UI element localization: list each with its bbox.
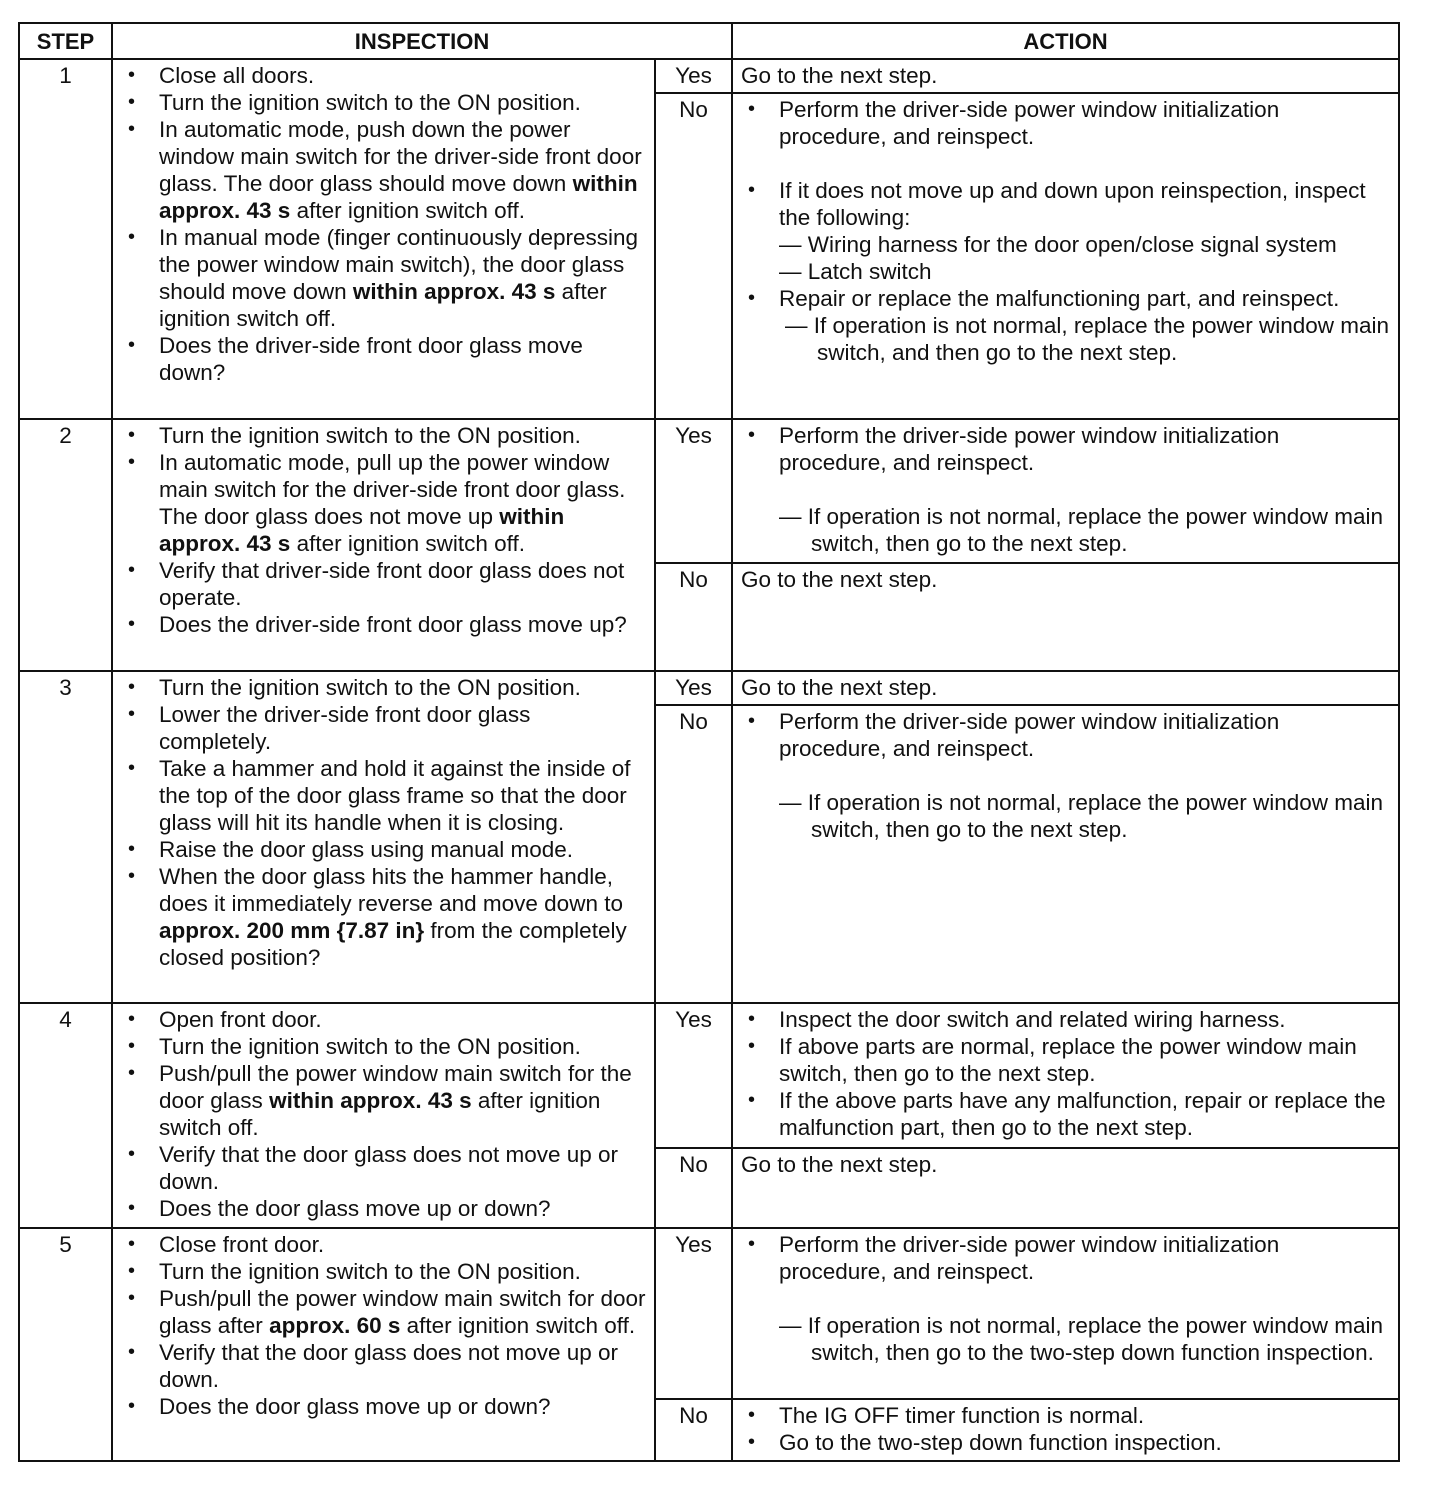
action-subitem: — Wiring harness for the door open/close signal system — [779, 232, 1337, 257]
no-label: No — [655, 1148, 732, 1228]
action-item: • Inspect the door switch and related wiring harness. — [779, 1006, 1392, 1033]
inspection-item: • Does the driver-side front door glass move down? — [159, 332, 646, 386]
no-label: No — [655, 705, 732, 1003]
step-number: 5 — [19, 1228, 112, 1461]
no-action — [732, 1399, 1399, 1461]
inspection-item: • Turn the ignition switch to the ON position. — [159, 422, 646, 449]
inspection-item: • Close all doors. — [159, 62, 646, 89]
inspection-cell — [112, 671, 655, 1003]
step-row — [19, 419, 1399, 563]
step-row — [19, 1228, 1399, 1399]
step-row — [19, 1003, 1399, 1148]
action-item: • Perform the driver-side power window initialization procedure, and reinspect. — [779, 1231, 1392, 1285]
no-action: Go to the next step. — [732, 563, 1399, 671]
yes-action — [732, 1228, 1399, 1399]
inspection-item: • Does the driver-side front door glass move up? — [159, 611, 646, 638]
yes-action: Go to the next step. — [732, 59, 1399, 93]
header-row — [19, 23, 1399, 59]
inspection-item: • In automatic mode, pull up the power window main switch for the driver-side front door glass. The door glass does not move up within approx. 43 s after ignition switch off. — [159, 449, 646, 557]
no-label: No — [655, 93, 732, 419]
inspection-item: • Turn the ignition switch to the ON position. — [159, 1033, 646, 1060]
diagnostic-table — [18, 22, 1400, 1462]
inspection-item: • When the door glass hits the hammer handle, does it immediately reverse and move down to approx. 200 mm {7.87 in} from the completely closed position? — [159, 863, 646, 971]
action-item: • Go to the two-step down function inspection. — [779, 1429, 1392, 1456]
yes-action — [732, 419, 1399, 563]
yes-label: Yes — [655, 419, 732, 563]
inspection-item: • Take a hammer and hold it against the inside of the top of the door glass frame so that the door glass will hit its handle when it is closing. — [159, 755, 646, 836]
inspection-item: • Turn the ignition switch to the ON position. — [159, 674, 646, 701]
action-item: • Perform the driver-side power window initialization procedure, and reinspect. — [779, 708, 1392, 762]
inspection-item: • Turn the ignition switch to the ON position. — [159, 89, 646, 116]
yes-label: Yes — [655, 671, 732, 705]
step-number: 1 — [19, 59, 112, 419]
inspection-cell — [112, 59, 655, 419]
inspection-item: • Push/pull the power window main switch for the door glass within approx. 43 s after ignition switch off. — [159, 1060, 646, 1141]
no-label: No — [655, 1399, 732, 1461]
action-subitem: — If operation is not normal, replace the power window main switch, then go to the next step. — [779, 504, 1384, 556]
inspection-cell — [112, 1228, 655, 1461]
inspection-cell — [112, 1003, 655, 1228]
yes-label: Yes — [655, 59, 732, 93]
header-action: ACTION — [732, 23, 1399, 59]
action-item: • Repair or replace the malfunctioning part, and reinspect. — If operation is not normal, replace the power window main switch, and then go to the next step. — [779, 285, 1392, 366]
no-label: No — [655, 563, 732, 671]
no-action — [732, 705, 1399, 1003]
action-subitem: — If operation is not normal, replace the power window main switch, then go to the next step. — [779, 790, 1384, 842]
step-row — [19, 671, 1399, 705]
action-item: • If above parts are normal, replace the power window main switch, then go to the next step. — [779, 1033, 1392, 1087]
header-inspection: INSPECTION — [112, 23, 732, 59]
header-step: STEP — [19, 23, 112, 59]
step-number: 4 — [19, 1003, 112, 1228]
no-action: Go to the next step. — [732, 1148, 1399, 1228]
step-number: 2 — [19, 419, 112, 671]
step-number: 3 — [19, 671, 112, 1003]
yes-action — [732, 1003, 1399, 1148]
action-subitem: — Latch switch — [779, 259, 932, 284]
inspection-item: • Raise the door glass using manual mode. — [159, 836, 646, 863]
inspection-item: • Push/pull the power window main switch for door glass after approx. 60 s after ignition switch off. — [159, 1285, 646, 1339]
yes-label: Yes — [655, 1228, 732, 1399]
yes-label: Yes — [655, 1003, 732, 1148]
inspection-item: • Verify that the door glass does not move up or down. — [159, 1141, 646, 1195]
inspection-item: • In manual mode (finger continuously depressing the power window main switch), the door glass should move down within approx. 43 s after ignition switch off. — [159, 224, 646, 332]
action-subitem: — If operation is not normal, replace the power window main switch, then go to the two-step down function inspection. — [779, 1313, 1384, 1365]
action-item: • The IG OFF timer function is normal. — [779, 1402, 1392, 1429]
action-subitem: — If operation is not normal, replace the power window main switch, and then go to the next step. — [785, 313, 1390, 365]
step-row — [19, 59, 1399, 93]
inspection-item: • Verify that the door glass does not move up or down. — [159, 1339, 646, 1393]
yes-action: Go to the next step. — [732, 671, 1399, 705]
inspection-item: • Does the door glass move up or down? — [159, 1393, 646, 1420]
inspection-item: • Close front door. — [159, 1231, 646, 1258]
inspection-item: • In automatic mode, push down the power window main switch for the driver-side front door glass. The door glass should move down within approx. 43 s after ignition switch off. — [159, 116, 646, 224]
action-item: • If it does not move up and down upon reinspection, inspect the following: — Wiring harness for the door open/close signal system — Latch switch — [779, 177, 1392, 285]
inspection-item: • Does the door glass move up or down? — [159, 1195, 646, 1222]
inspection-cell — [112, 419, 655, 671]
inspection-item: • Turn the ignition switch to the ON position. — [159, 1258, 646, 1285]
action-item: • If the above parts have any malfunction, repair or replace the malfunction part, then go to the next step. — [779, 1087, 1392, 1141]
action-item: • Perform the driver-side power window initialization procedure, and reinspect. — [779, 96, 1392, 150]
inspection-item: • Open front door. — [159, 1006, 646, 1033]
inspection-item: • Lower the driver-side front door glass completely. — [159, 701, 646, 755]
inspection-item: • Verify that driver-side front door glass does not operate. — [159, 557, 646, 611]
no-action — [732, 93, 1399, 419]
action-item: • Perform the driver-side power window initialization procedure, and reinspect. — [779, 422, 1392, 476]
